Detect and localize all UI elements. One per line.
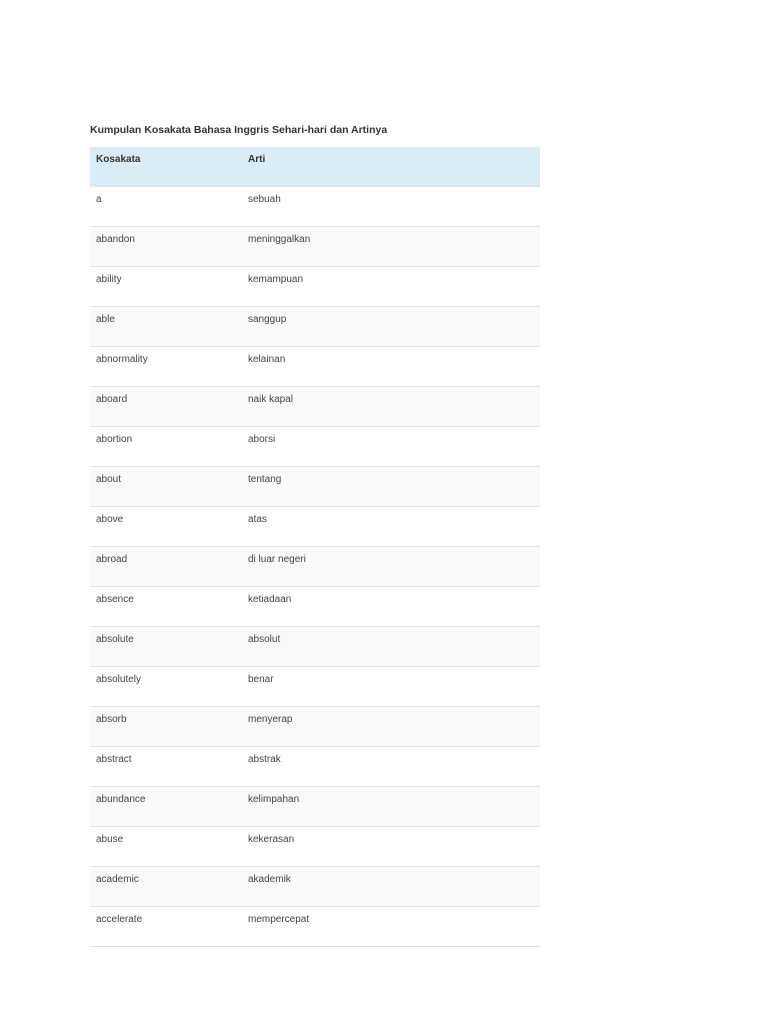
cell-arti: sebuah bbox=[242, 186, 540, 226]
cell-arti: tentang bbox=[242, 466, 540, 506]
column-header-arti: Arti bbox=[242, 147, 540, 186]
cell-kosakata: abnormality bbox=[90, 346, 242, 386]
cell-kosakata: abstract bbox=[90, 746, 242, 786]
table-row bbox=[90, 266, 540, 306]
cell-kosakata: ability bbox=[90, 266, 242, 306]
cell-kosakata: accelerate bbox=[90, 906, 242, 946]
cell-arti: ketiadaan bbox=[242, 586, 540, 626]
cell-arti: akademik bbox=[242, 866, 540, 906]
cell-kosakata: able bbox=[90, 306, 242, 346]
cell-kosakata: abuse bbox=[90, 826, 242, 866]
cell-arti: aborsi bbox=[242, 426, 540, 466]
cell-arti: kemampuan bbox=[242, 266, 540, 306]
table-row bbox=[90, 426, 540, 466]
table-row bbox=[90, 706, 540, 746]
cell-kosakata: academic bbox=[90, 866, 242, 906]
cell-kosakata: absence bbox=[90, 586, 242, 626]
cell-arti: abstrak bbox=[242, 746, 540, 786]
cell-arti: atas bbox=[242, 506, 540, 546]
cell-kosakata: a bbox=[90, 186, 242, 226]
cell-kosakata: abroad bbox=[90, 546, 242, 586]
table-row bbox=[90, 786, 540, 826]
column-header-kosakata: Kosakata bbox=[90, 147, 242, 186]
table-row bbox=[90, 826, 540, 866]
cell-kosakata: absorb bbox=[90, 706, 242, 746]
document-title: Kumpulan Kosakata Bahasa Inggris Sehari-hari dan Artinya bbox=[90, 124, 388, 136]
cell-arti: mempercepat bbox=[242, 906, 540, 946]
table-body bbox=[90, 186, 540, 946]
cell-kosakata: about bbox=[90, 466, 242, 506]
table-header bbox=[90, 147, 540, 186]
vocabulary-table bbox=[90, 147, 540, 947]
table-row bbox=[90, 466, 540, 506]
table-row bbox=[90, 546, 540, 586]
cell-arti: naik kapal bbox=[242, 386, 540, 426]
table-row bbox=[90, 906, 540, 946]
cell-arti: absolut bbox=[242, 626, 540, 666]
table-row bbox=[90, 866, 540, 906]
table-row bbox=[90, 226, 540, 266]
cell-arti: benar bbox=[242, 666, 540, 706]
table-row bbox=[90, 666, 540, 706]
cell-kosakata: aboard bbox=[90, 386, 242, 426]
table-row bbox=[90, 186, 540, 226]
cell-kosakata: abandon bbox=[90, 226, 242, 266]
table-row bbox=[90, 306, 540, 346]
cell-kosakata: absolute bbox=[90, 626, 242, 666]
cell-arti: di luar negeri bbox=[242, 546, 540, 586]
cell-arti: kelainan bbox=[242, 346, 540, 386]
cell-kosakata: abundance bbox=[90, 786, 242, 826]
table-row bbox=[90, 586, 540, 626]
cell-arti: kekerasan bbox=[242, 826, 540, 866]
cell-arti: kelimpahan bbox=[242, 786, 540, 826]
table-row bbox=[90, 746, 540, 786]
table-row bbox=[90, 346, 540, 386]
table-row bbox=[90, 506, 540, 546]
cell-kosakata: above bbox=[90, 506, 242, 546]
cell-arti: menyerap bbox=[242, 706, 540, 746]
cell-arti: sanggup bbox=[242, 306, 540, 346]
table-header-row bbox=[90, 147, 540, 186]
table-row bbox=[90, 386, 540, 426]
cell-arti: meninggalkan bbox=[242, 226, 540, 266]
cell-kosakata: abortion bbox=[90, 426, 242, 466]
table-row bbox=[90, 626, 540, 666]
cell-kosakata: absolutely bbox=[90, 666, 242, 706]
